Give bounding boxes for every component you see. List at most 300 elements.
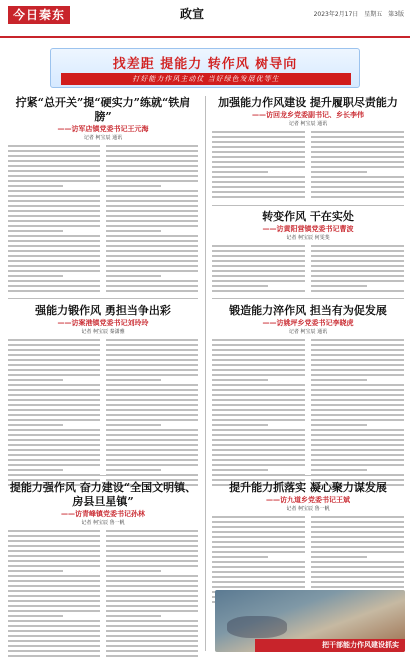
- text-line: [311, 255, 404, 257]
- text-line: [106, 650, 198, 652]
- text-line: [8, 590, 100, 592]
- text-line: [311, 586, 404, 588]
- text-line: [106, 394, 198, 396]
- text-line: [311, 359, 404, 361]
- text-line: [8, 399, 100, 401]
- text-line: [106, 170, 198, 172]
- text-line: [8, 205, 100, 207]
- text-line: [212, 526, 305, 528]
- text-line: [8, 535, 100, 537]
- text-line: [106, 419, 198, 421]
- article-byline: 记者 柯宝辰 鲁一帆: [81, 520, 125, 526]
- text-line: [212, 521, 305, 523]
- article-subtitle: ——访九道乡党委书记王斌: [266, 496, 350, 504]
- text-column: [8, 339, 100, 489]
- text-line: [212, 414, 305, 416]
- text-line: [106, 615, 161, 617]
- text-line: [106, 655, 198, 657]
- text-line: [106, 250, 198, 252]
- text-line: [106, 280, 198, 282]
- text-line: [106, 379, 161, 381]
- crowd-figure: [227, 616, 287, 638]
- text-line: [8, 215, 100, 217]
- text-line: [106, 535, 198, 537]
- text-line: [8, 250, 100, 252]
- article-title: 锻造能力淬作风 担当有为促发展: [229, 304, 387, 317]
- text-line: [212, 531, 305, 533]
- text-line: [106, 384, 198, 386]
- text-line: [311, 171, 367, 173]
- text-line: [8, 540, 100, 542]
- text-line: [311, 409, 404, 411]
- text-line: [311, 419, 404, 421]
- text-line: [212, 354, 305, 356]
- text-line: [8, 424, 63, 426]
- text-line: [8, 404, 100, 406]
- masthead-logo: 今日秦东: [8, 6, 70, 24]
- text-line: [106, 354, 198, 356]
- text-line: [8, 545, 100, 547]
- article-body: [212, 339, 404, 489]
- text-line: [212, 166, 305, 168]
- text-line: [311, 546, 404, 548]
- text-line: [106, 185, 161, 187]
- text-line: [311, 156, 404, 158]
- text-line: [311, 581, 404, 583]
- article-cao-bo: [212, 210, 404, 295]
- text-line: [8, 630, 100, 632]
- text-line: [8, 615, 63, 617]
- text-line: [212, 546, 305, 548]
- text-line: [8, 245, 100, 247]
- text-line: [106, 399, 198, 401]
- text-line: [212, 255, 305, 257]
- text-line: [311, 166, 404, 168]
- text-line: [106, 595, 198, 597]
- text-line: [8, 170, 100, 172]
- text-line: [106, 245, 198, 247]
- text-line: [212, 146, 305, 148]
- text-line: [212, 384, 305, 386]
- text-line: [106, 290, 198, 292]
- text-line: [311, 404, 404, 406]
- text-line: [311, 141, 404, 143]
- banner-subtitle: 打好能力作风主动仗 当好绿色发展优等生: [61, 73, 351, 85]
- article-title: 转变作风 干在实处: [262, 210, 354, 223]
- text-line: [311, 561, 404, 563]
- text-line: [212, 394, 305, 396]
- text-line: [8, 635, 100, 637]
- text-line: [106, 439, 198, 441]
- text-line: [106, 235, 198, 237]
- text-line: [212, 275, 305, 277]
- text-line: [311, 531, 404, 533]
- text-line: [311, 354, 404, 356]
- text-line: [311, 270, 404, 272]
- article-li-wei: [212, 96, 404, 201]
- text-line: [106, 160, 198, 162]
- text-line: [311, 250, 404, 252]
- text-line: [8, 200, 100, 202]
- text-line: [106, 464, 198, 466]
- text-line: [311, 245, 404, 247]
- text-line: [212, 439, 305, 441]
- text-line: [212, 359, 305, 361]
- article-byline: 记者 柯宝辰 通讯: [288, 329, 328, 335]
- text-line: [8, 285, 100, 287]
- text-line: [8, 454, 100, 456]
- text-line: [212, 260, 305, 262]
- text-line: [106, 364, 198, 366]
- section-divider: [212, 475, 404, 476]
- text-line: [212, 389, 305, 391]
- text-line: [106, 285, 198, 287]
- text-line: [8, 374, 100, 376]
- text-line: [212, 444, 305, 446]
- article-title: 加强能力作风建设 提升履职尽责能力: [218, 96, 398, 109]
- text-line: [106, 230, 161, 232]
- text-line: [212, 404, 305, 406]
- text-line: [311, 146, 404, 148]
- text-line: [106, 339, 198, 341]
- section-title: 政宣: [180, 7, 205, 21]
- article-body: [8, 530, 198, 659]
- text-line: [8, 464, 100, 466]
- text-line: [311, 526, 404, 528]
- article-liu-lingling: [8, 304, 198, 489]
- text-column: [311, 245, 404, 295]
- text-line: [106, 565, 198, 567]
- text-line: [106, 145, 198, 147]
- text-line: [311, 349, 404, 351]
- text-line: [311, 136, 404, 138]
- text-line: [311, 439, 404, 441]
- column-divider: [205, 96, 206, 651]
- text-line: [106, 590, 198, 592]
- text-line: [8, 620, 100, 622]
- text-column: [311, 131, 404, 201]
- text-line: [311, 364, 404, 366]
- article-title: 强能力锻作风 勇担当争出彩: [35, 304, 171, 317]
- text-line: [106, 275, 161, 277]
- text-line: [106, 444, 198, 446]
- text-line: [106, 530, 198, 532]
- text-line: [311, 571, 404, 573]
- text-line: [8, 230, 63, 232]
- text-line: [212, 469, 268, 471]
- text-line: [8, 595, 100, 597]
- article-byline: 记者 柯宝辰 通讯: [288, 121, 328, 127]
- section-divider: [212, 205, 404, 206]
- text-column: [8, 530, 100, 659]
- text-line: [311, 566, 404, 568]
- text-line: [106, 605, 198, 607]
- text-line: [212, 339, 305, 341]
- text-line: [106, 540, 198, 542]
- article-title: 拧紧“总开关”提“硬实力”练就“铁肩膀”: [15, 96, 191, 123]
- text-line: [8, 260, 100, 262]
- text-line: [8, 650, 100, 652]
- text-line: [106, 150, 198, 152]
- text-line: [212, 290, 305, 292]
- article-subtitle: ——访案港镇党委书记刘玲玲: [57, 319, 149, 327]
- campaign-banner: [50, 48, 360, 88]
- text-line: [8, 155, 100, 157]
- text-line: [212, 399, 305, 401]
- text-line: [212, 186, 305, 188]
- text-line: [311, 434, 404, 436]
- text-line: [212, 409, 305, 411]
- text-line: [8, 344, 100, 346]
- text-line: [8, 439, 100, 441]
- text-column: [106, 145, 198, 295]
- text-line: [212, 566, 305, 568]
- text-line: [8, 645, 100, 647]
- text-line: [106, 200, 198, 202]
- text-line: [106, 389, 198, 391]
- text-line: [311, 394, 404, 396]
- text-line: [106, 260, 198, 262]
- text-line: [8, 175, 100, 177]
- text-line: [311, 186, 404, 188]
- article-wang-yuanhai: [8, 96, 198, 295]
- text-line: [106, 349, 198, 351]
- text-line: [106, 640, 198, 642]
- text-line: [106, 175, 198, 177]
- text-line: [212, 464, 305, 466]
- text-line: [106, 454, 198, 456]
- text-line: [212, 429, 305, 431]
- text-line: [311, 556, 367, 558]
- text-line: [106, 575, 198, 577]
- text-line: [8, 550, 100, 552]
- article-subtitle: ——访姚坪乡党委书记李晓虎: [262, 319, 354, 327]
- text-line: [212, 280, 305, 282]
- text-line: [311, 344, 404, 346]
- text-line: [8, 225, 100, 227]
- text-line: [8, 180, 100, 182]
- text-line: [8, 280, 100, 282]
- text-line: [106, 165, 198, 167]
- text-line: [212, 516, 305, 518]
- text-line: [106, 180, 198, 182]
- text-line: [212, 171, 268, 173]
- text-line: [106, 620, 198, 622]
- text-line: [212, 434, 305, 436]
- article-title: 提升能力抓落实 凝心聚力谋发展: [229, 481, 387, 494]
- text-line: [311, 265, 404, 267]
- text-line: [311, 444, 404, 446]
- text-line: [106, 404, 198, 406]
- text-line: [311, 339, 404, 341]
- text-line: [106, 190, 198, 192]
- text-line: [106, 240, 198, 242]
- text-line: [106, 225, 198, 227]
- article-subtitle: ——访军店镇党委书记王元海: [57, 125, 149, 133]
- text-line: [106, 344, 198, 346]
- article-wang-bin: [212, 481, 404, 606]
- text-line: [106, 270, 198, 272]
- text-line: [106, 610, 198, 612]
- text-line: [106, 374, 198, 376]
- text-line: [106, 265, 198, 267]
- text-line: [212, 459, 305, 461]
- text-line: [8, 600, 100, 602]
- text-line: [311, 369, 404, 371]
- text-line: [212, 141, 305, 143]
- text-line: [106, 585, 198, 587]
- text-line: [106, 369, 198, 371]
- article-subtitle: ——访黄阳营镇党委书记曹波: [262, 225, 354, 233]
- text-line: [212, 344, 305, 346]
- text-line: [8, 565, 100, 567]
- text-line: [8, 625, 100, 627]
- text-line: [8, 235, 100, 237]
- text-line: [212, 571, 305, 573]
- text-line: [212, 561, 305, 563]
- banner-title: 找差距 提能力 转作风 树导向: [112, 57, 298, 72]
- text-line: [8, 469, 63, 471]
- text-line: [8, 394, 100, 396]
- text-line: [106, 645, 198, 647]
- text-line: [212, 245, 305, 247]
- article-body: [212, 131, 404, 201]
- text-line: [106, 635, 198, 637]
- article-byline: 记者 柯宝辰 通讯: [83, 135, 123, 141]
- text-line: [8, 165, 100, 167]
- text-line: [212, 349, 305, 351]
- text-line: [311, 191, 404, 193]
- text-line: [311, 384, 404, 386]
- text-line: [8, 585, 100, 587]
- text-line: [8, 220, 100, 222]
- text-line: [311, 424, 367, 426]
- text-line: [106, 429, 198, 431]
- text-line: [106, 560, 198, 562]
- text-line: [8, 419, 100, 421]
- text-line: [212, 136, 305, 138]
- text-line: [106, 630, 198, 632]
- issue-date: 2023年2月17日: [313, 11, 359, 18]
- section-divider: [8, 475, 198, 476]
- text-line: [212, 131, 305, 133]
- text-line: [212, 454, 305, 456]
- text-line: [106, 545, 198, 547]
- text-line: [106, 359, 198, 361]
- text-line: [106, 195, 198, 197]
- text-line: [8, 379, 63, 381]
- text-line: [311, 536, 404, 538]
- text-line: [106, 155, 198, 157]
- text-line: [212, 449, 305, 451]
- text-line: [8, 605, 100, 607]
- text-line: [311, 389, 404, 391]
- text-line: [8, 389, 100, 391]
- text-line: [8, 265, 100, 267]
- text-line: [311, 275, 404, 277]
- text-line: [8, 384, 100, 386]
- text-line: [311, 449, 404, 451]
- text-line: [212, 176, 305, 178]
- text-line: [212, 265, 305, 267]
- text-line: [311, 414, 404, 416]
- text-line: [106, 205, 198, 207]
- text-line: [311, 379, 367, 381]
- text-line: [8, 640, 100, 642]
- text-line: [212, 181, 305, 183]
- text-line: [8, 150, 100, 152]
- article-li-xiaohu: [212, 304, 404, 489]
- text-line: [106, 555, 198, 557]
- text-line: [8, 610, 100, 612]
- text-line: [106, 255, 198, 257]
- article-title: 提能力强作风 奋力建设“全国文明镇、房县旦星镇”: [9, 481, 197, 508]
- text-line: [212, 424, 268, 426]
- text-line: [212, 156, 305, 158]
- text-line: [8, 160, 100, 162]
- text-line: [8, 349, 100, 351]
- text-line: [212, 576, 305, 578]
- text-line: [106, 414, 198, 416]
- photo-caption: 把干部能力作风建设抓实: [322, 641, 399, 649]
- text-line: [311, 399, 404, 401]
- text-line: [8, 354, 100, 356]
- text-line: [8, 339, 100, 341]
- text-line: [311, 541, 404, 543]
- text-line: [311, 196, 404, 198]
- article-subtitle: ——访青峰镇党委书记孙林: [61, 510, 145, 518]
- article-body: [8, 145, 198, 295]
- text-line: [212, 551, 305, 553]
- text-line: [311, 521, 404, 523]
- text-line: [106, 625, 198, 627]
- text-line: [311, 285, 367, 287]
- text-line: [8, 409, 100, 411]
- text-line: [106, 600, 198, 602]
- page-number: 第3版: [388, 11, 404, 18]
- text-line: [8, 434, 100, 436]
- text-line: [311, 516, 404, 518]
- text-line: [212, 586, 305, 588]
- article-byline: 记者 柯宝辰 秦潇雅: [81, 329, 125, 335]
- text-line: [212, 285, 268, 287]
- text-line: [212, 364, 305, 366]
- text-line: [311, 260, 404, 262]
- text-line: [311, 374, 404, 376]
- text-line: [8, 449, 100, 451]
- text-line: [311, 454, 404, 456]
- text-line: [106, 550, 198, 552]
- text-line: [212, 419, 305, 421]
- text-line: [8, 459, 100, 461]
- text-column: [311, 339, 404, 489]
- text-line: [8, 444, 100, 446]
- text-line: [106, 570, 161, 572]
- text-line: [212, 250, 305, 252]
- article-subtitle: ——访回龙乡党委副书记、乡长李伟: [252, 111, 364, 119]
- text-line: [8, 414, 100, 416]
- article-byline: 记者 柯宝辰 何雯斐: [286, 235, 330, 241]
- text-line: [311, 469, 367, 471]
- text-line: [212, 191, 305, 193]
- text-line: [212, 374, 305, 376]
- text-line: [8, 560, 100, 562]
- section-divider: [212, 298, 404, 299]
- text-line: [212, 581, 305, 583]
- text-line: [212, 536, 305, 538]
- text-line: [8, 580, 100, 582]
- text-line: [8, 364, 100, 366]
